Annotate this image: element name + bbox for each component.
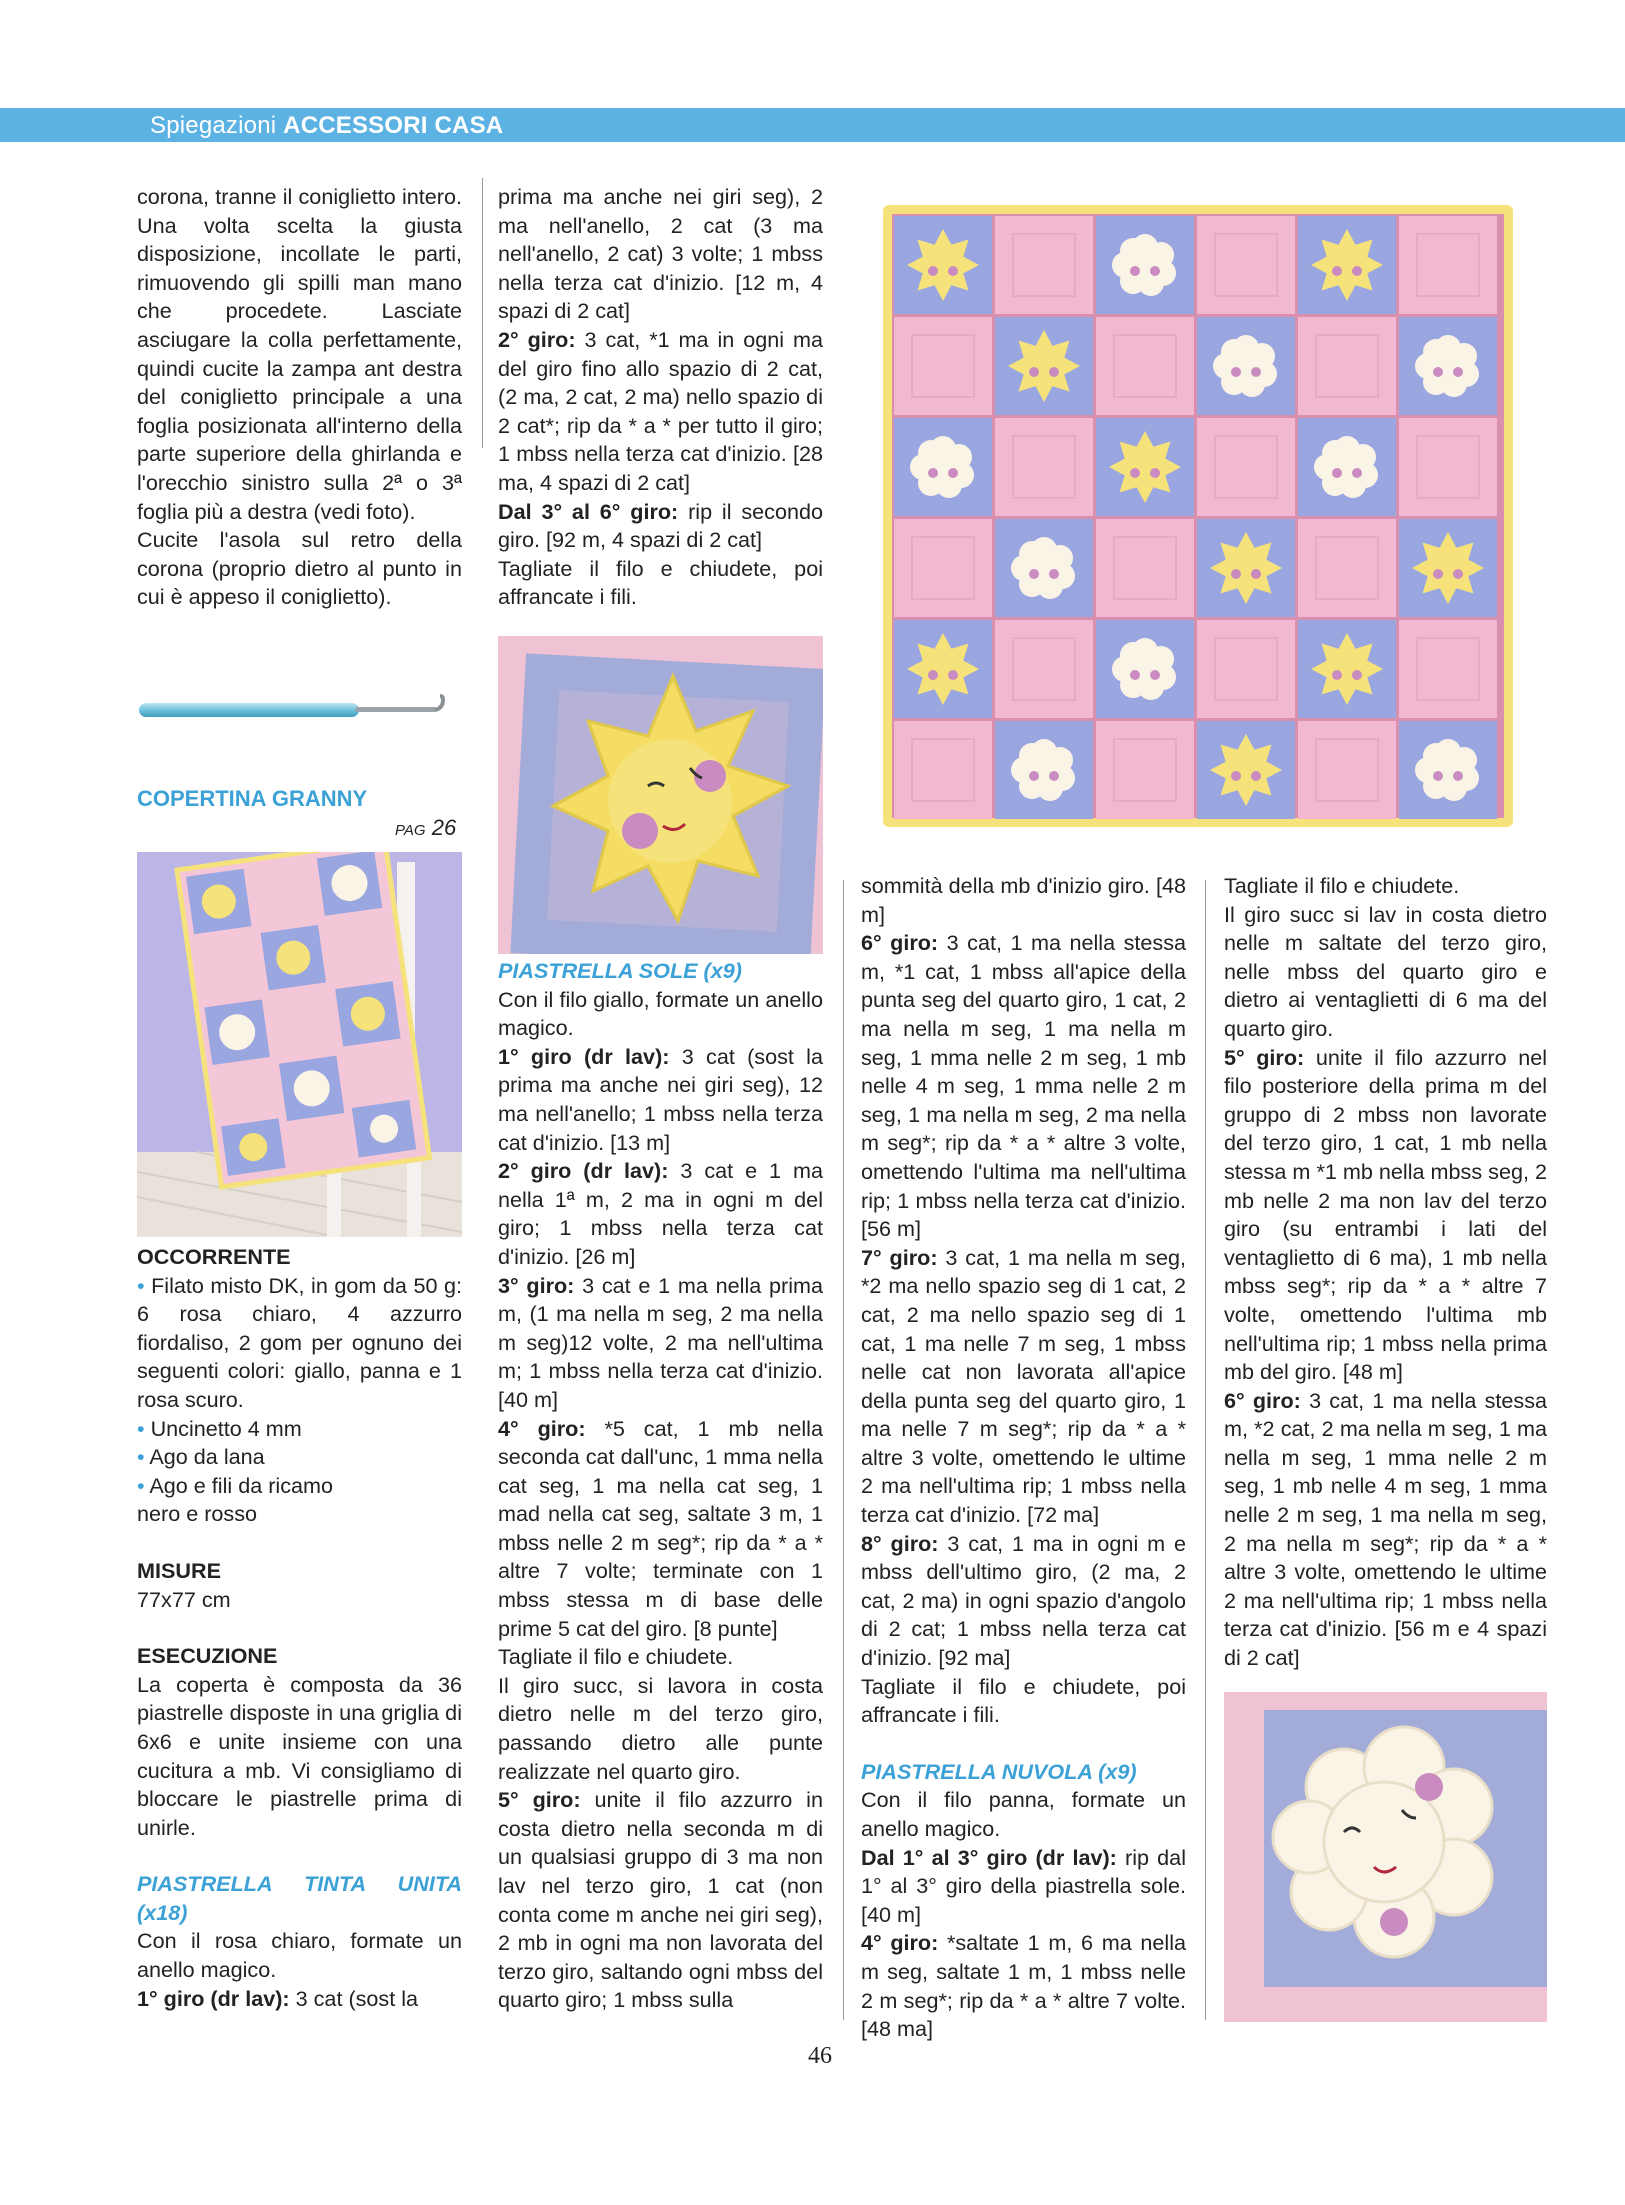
sole-step: 4° giro: *5 cat, 1 mb nella seconda cat dall'unc, 1 mma nella cat seg, 1 ma nella cat seg, 1 mad nella cat seg, saltate 3 m, 1 mbss nelle 2 m seg*; rip da * a * altre 7 volte; terminate con 1 mbss stessa m di base delle prime 5 cat del giro. [8 punte] [498,1415,823,1641]
sun-cheek [1231,569,1241,579]
plain-tile [1399,216,1497,314]
cloud-cheek [1433,367,1443,377]
cloud-cheek [1130,266,1140,276]
cloud-cheek [1049,569,1059,579]
nuvola-title: PIASTRELLA NUVOLA (x9) [861,1758,1137,1784]
page-number: 46 [808,2043,832,2069]
nuvola-step: 5° giro: unite il filo azzurro nel filo posteriore della prima m del gruppo di 2 mbss non lavorate del terzo giro, 1 cat, 1 mb nella stessa m *1 mb nella mbss seg, 2 mb nelle 2 ma non lav del terzo giro (su entrambi i lati del ventaglietto di 6 ma), 1 mb nella mbss seg*; rip da * a * altre 7 volte, omettendo l'ultima mb nell'ultima rip; 1 mbss nella prima mb del giro. [48 m] [1224,1044,1548,1385]
misure-title: MISURE [137,1557,221,1583]
misure-value: 77x77 cm [137,1586,231,1612]
sun-shape [1311,633,1383,705]
header-title: ACCESSORI CASA [283,112,504,139]
occorrente-title: OCCORRENTE [137,1244,291,1269]
cloud-cheek [1029,771,1039,781]
sun-cheek [1029,367,1039,377]
sun-cheek [928,266,938,276]
sun-shape [1210,532,1282,604]
tinta-step: Con il rosa chiaro, formate un anello magico. [137,1928,462,1983]
intro-paragraph-2: Cucite l'asola sul retro della corona (proprio dietro al punto in cui è appeso il coniglietto). [137,527,462,610]
cloud-cheek [1231,367,1241,377]
sun-cheek [1049,367,1059,377]
column-divider [843,880,844,2020]
plain-tile [1298,721,1396,819]
cloud-cheek [1150,670,1160,680]
sun-cheek [1453,569,1463,579]
materials-list-item: • Filato misto DK, in gom da 50 g: 6 rosa chiaro, 4 azzurro fiordaliso, 2 gom per ognuno dei seguenti colori: giallo, panna e 1 rosa scuro. [137,1272,463,1412]
esecuzione-text: La coperta è composta da 36 piastrelle disposte in una griglia di 6x6 e unite insieme con una cucitura a mb. Vi consigliamo di bloccare le piastrelle prima di unirle. [137,1671,462,1840]
plain-tile [1298,317,1396,415]
sun-shape [1412,532,1484,604]
plain-tile [1197,418,1295,516]
cloud-cheek [1150,266,1160,276]
cloud-cheek [1453,367,1463,377]
plain-tile [1399,418,1497,516]
sun-tile-photo [498,636,823,954]
nuvola-step: 6° giro: 3 cat, 1 ma nella stessa m, *2 cat, 2 ma nella m seg, 1 ma nella m seg, 1 mma nelle 2 m seg, 1 mb nelle 4 m seg, 1 mma nelle 2 m seg, 1 ma nella m seg, 2 ma nella m seg*; rip da * a * altre 3 volte, omettendo le ultime 2 ma nell'ultima rip; 1 mbss nella terza cat d'inizio. [56 m e 4 spazi di 2 cat] [1224,1387,1547,1671]
sole-step: 1° giro (dr lav): 3 cat (sost la prima ma anche nei giri seg), 12 ma nell'anello; 1 mbss nella terza cat d'inizio. [13 m] [498,1043,823,1155]
sun-cheek [1332,670,1342,680]
cloud-cheek [1029,569,1039,579]
plain-tile [894,317,992,415]
tinta-step: Tagliate il filo e chiudete, poi affrancate i fili. [498,555,823,610]
pag-number: 26 [431,815,457,840]
sole-step: 5° giro: unite il filo azzurro in costa dietro nella seconda m di un qualsiasi gruppo di 3 ma non lav nel terzo giro, 1 cat (non conta come m anche nei giri seg), 2 mb in ogni ma non lavorata del terzo giro, saltando ogni mbss del quarto giro; 1 mbss sulla [498,1787,823,2013]
plain-tile [995,216,1093,314]
column-1-section-title [137,785,462,814]
cloud-center [1024,750,1064,790]
sun-cheek [948,670,958,680]
page-reference [395,815,456,841]
plain-tile [1096,317,1194,415]
cloud-cheek [948,468,958,478]
nuvola-step: Con il filo panna, formate un anello magico. [861,1787,1186,1841]
column-divider [1205,880,1206,2020]
sun-shape [1311,229,1383,301]
cloud-center [1428,346,1468,386]
sun-shape [1109,431,1181,503]
nuvola-step: Il giro succ si lav in costa dietro nelle m saltate del terzo giro, nelle mbss del quarto giro e dietro ai ventaglietti di 6 ma del quarto giro. [1224,901,1547,1041]
sole-step: 2° giro (dr lav): 3 cat e 1 ma nella 1ª m, 2 ma in ogni m del giro; 1 mbss nella terza cat d'inizio. [26 m] [498,1158,823,1269]
sole-title: PIASTRELLA SOLE (x9) [498,958,742,983]
cloud-cheek [1251,367,1261,377]
cloud-center [1125,245,1165,285]
materials-list-item: • Ago e fili da ricamo [137,1472,334,1498]
cloud-tile-photo [1224,1692,1547,2022]
sun-cheek [1130,468,1140,478]
cloud-center [1327,447,1367,487]
column-2-bottom [498,957,823,2015]
plain-tile [894,519,992,617]
cloud-center [1024,548,1064,588]
cloud-center [1226,346,1266,386]
cloud-cheek [1433,771,1443,781]
plain-tile [995,620,1093,718]
sun-cheek [1150,468,1160,478]
intro-paragraph: corona, tranne il coniglietto intero. Una volta scelta la giusta disposizione, incollate le parti, rimuovendo gli spilli man mano che procedete. Lasciate asciugare la colla perfettamente, quindi cucite la zampa ant destra del coniglietto principale a una foglia posizionata all'interno della parte superiore della ghirlanda e l'orecchio sinistro sulla 2ª o 3ª foglia più a destra (vedi foto). [137,184,462,524]
plain-tile [1096,519,1194,617]
blanket-on-chair-photo [137,852,462,1237]
copertina-title: COPERTINA GRANNY [137,786,368,811]
sole-step: sommità della mb d'inizio giro. [48 m] [861,873,1186,927]
esecuzione-title: ESECUZIONE [137,1643,278,1669]
plain-tile [1399,620,1497,718]
tinta-step: Dal 3° al 6° giro: rip il secondo giro. [92 m, 4 spazi di 2 cat] [498,498,824,553]
materials-list-item: • Uncinetto 4 mm [137,1415,302,1441]
crochet-hook-image [135,690,465,730]
sun-cheek [928,670,938,680]
plain-tile [1197,216,1295,314]
tinta-unita-title: PIASTRELLA TINTA UNITA (x18) [137,1871,462,1925]
materials-list-item-cont: nero e rosso [137,1501,258,1527]
column-2-top [498,183,823,612]
column-1-bottom [137,1243,462,2013]
cloud-cheek [1332,468,1342,478]
plain-tile [1096,721,1194,819]
column-divider [482,178,483,448]
sun-cheek [1332,266,1342,276]
plain-tile [995,418,1093,516]
materials-list-item: • Ago da lana [137,1444,265,1470]
sun-cheek [1251,771,1261,781]
column-3 [861,872,1186,2044]
cloud-center [923,447,963,487]
cloud-cheek [928,468,938,478]
sole-step: Il giro succ, si lavora in costa dietro nelle m del terzo giro, passando dietro alle punte realizzate nel quarto giro. [498,1672,823,1784]
sun-cheek [1231,771,1241,781]
sun-shape [1210,734,1282,806]
header-section: Spiegazioni [150,112,277,139]
column-1-top [137,183,462,612]
plain-tile [1298,519,1396,617]
sun-cheek [1352,670,1362,680]
cloud-cheek [1352,468,1362,478]
cloud-cheek [1453,771,1463,781]
sun-cheek [1433,569,1443,579]
blanket-grid-photo [878,200,1518,832]
cloud-cheek [1130,670,1140,680]
sole-step: 3° giro: 3 cat e 1 ma nella prima m, (1 ma nella m seg, 2 ma nella m seg)12 volte, 2 ma nell'ultima m; 1 mbss nella terza cat d'inizio. [40 m] [498,1272,823,1412]
cloud-center [1125,649,1165,689]
sun-cheek [1352,266,1362,276]
tinta-step: prima ma anche nei giri seg), 2 ma nell'anello, 2 cat (3 ma nell'anello, 2 cat) 3 volte; 1 mbss nella terza cat d'inizio. [12 m, 4 spazi di 2 cat] [498,184,823,324]
sole-step: Tagliate il filo e chiudete, poi affrancate i fili. [861,1673,1186,1728]
tinta-step: 1° giro (dr lav): 3 cat (sost la [137,1985,419,2011]
page-header [150,112,503,140]
sole-step: Tagliate il filo e chiudete. [498,1644,734,1670]
sole-step: 6° giro: 3 cat, 1 ma nella stessa m, *1 cat, 1 mbss all'apice della punta seg del quarto giro, 1 cat, 2 ma nella m seg, 1 ma nella m seg, 1 mma nelle 2 m seg, 1 mb nelle 4 m seg, 1 mma nelle 2 m seg, 1 ma nella m seg, 2 ma nella m seg*; rip da * a * altre 3 volte, omettendo l'ultima ma nell'ultima rip; 1 mbss nella terza cat d'inizio. [56 m] [861,930,1187,1242]
plain-tile [1197,620,1295,718]
sun-shape [907,633,979,705]
column-4 [1224,872,1547,1673]
sun-shape [907,229,979,301]
nuvola-step: 4° giro: *saltate 1 m, 6 ma nella m seg, saltate 1 m, 1 mbss nelle 2 m seg*; rip da * a * altre 7 volte. [48 ma] [861,1930,1187,2042]
sole-step: 7° giro: 3 cat, 1 ma nella m seg, *2 ma nello spazio seg di 1 cat, 2 cat, 2 ma nello spazio seg di 1 cat, 1 ma nelle 7 m seg, 1 mbss nelle cat non lavorata all'apice della punta seg del quarto giro, 1 ma nelle 7 m seg*; rip da * a * altre 3 volte, omettendo le ultime 2 ma nell'ultima rip; 1 mbss nella terza cat d'inizio. [72 ma] [861,1244,1186,1528]
sun-cheek [1251,569,1261,579]
cloud-cheek [1049,771,1059,781]
cloud-center [1428,750,1468,790]
sun-shape [1008,330,1080,402]
plain-tile [894,721,992,819]
sole-step: Con il filo giallo, formate un anello magico. [498,986,823,1041]
sun-cheek [948,266,958,276]
nuvola-step: Tagliate il filo e chiudete. [1224,873,1460,898]
tinta-step: 2° giro: 3 cat, *1 ma in ogni ma del giro fino allo spazio di 2 cat, (2 ma, 2 cat, 2 ma) nello spazio di 2 cat*; rip da * a * per tutto il giro; 1 mbss nella terza cat d'inizio. [28 ma, 4 spazi di 2 cat] [498,326,824,495]
nuvola-step: Dal 1° al 3° giro (dr lav): rip dal 1° al 3° giro della piastrella sole. [40 m] [861,1844,1186,1927]
pag-label: PAG [395,822,426,839]
sole-step: 8° giro: 3 cat, 1 ma in ogni m e mbss dell'ultimo giro, (2 ma, 2 cat, 2 ma) in ogni spazio d'angolo di 2 cat; 1 mbss nella terza cat d'inizio. [92 ma] [861,1530,1186,1671]
